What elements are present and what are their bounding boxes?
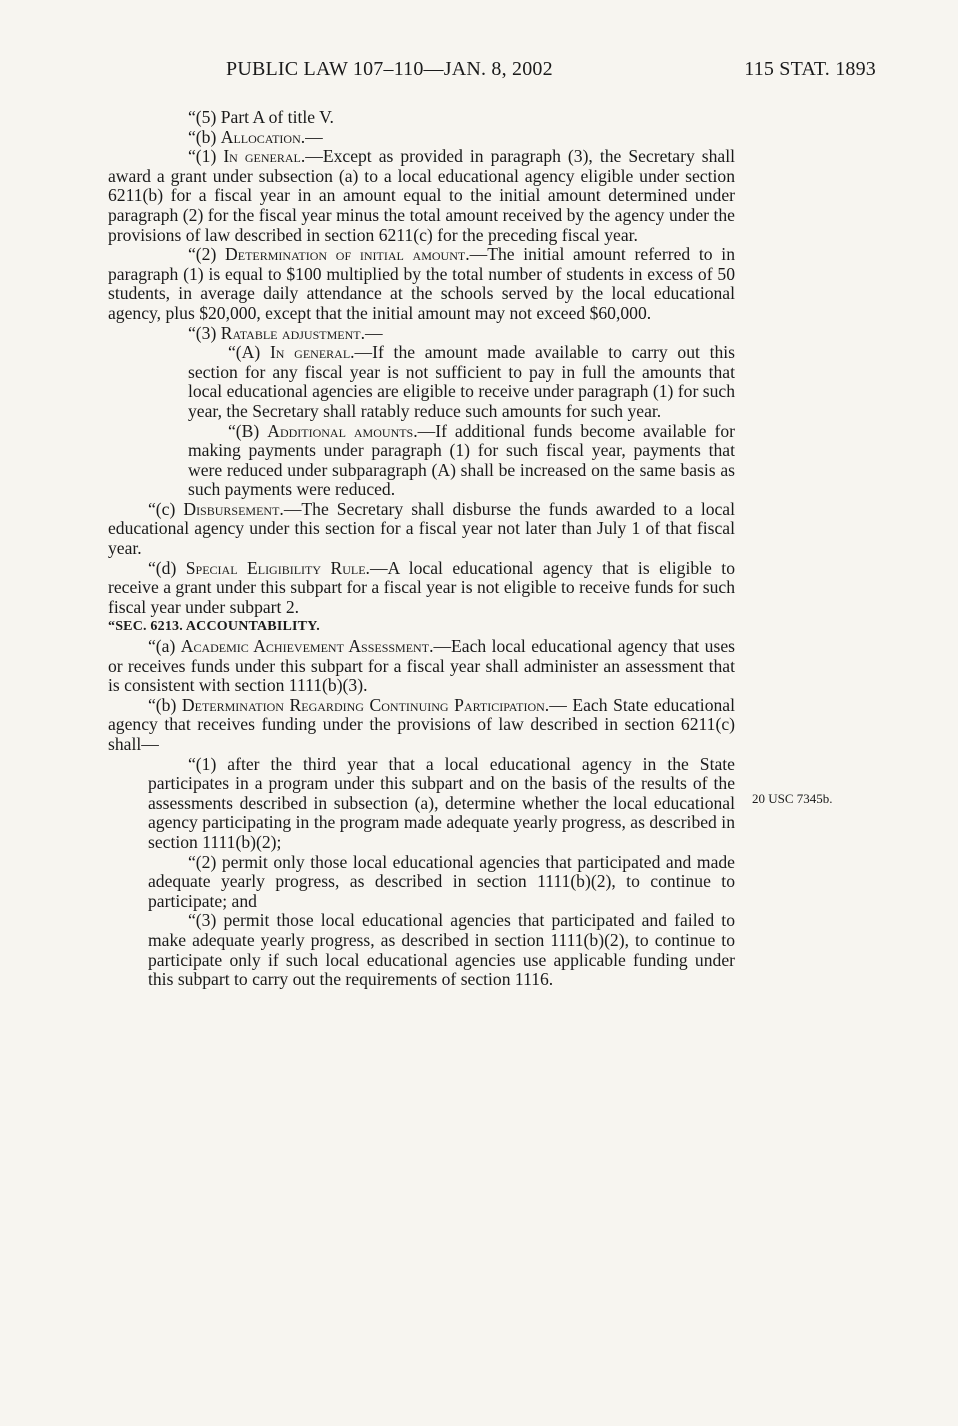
header-page-number: 115 STAT. 1893 (744, 58, 876, 80)
subsection-d: “(d) Special Eligibility Rule.—A local educational agency that is eligible to receive a grant under this subpart for a fiscal year is not eligible to receive funds for such fiscal year under subpart 2. (108, 557, 735, 617)
section-heading: “SEC. 6213. ACCOUNTABILITY. (108, 619, 320, 635)
paragraph-3-heading: “(3) Ratable adjustment.— (188, 322, 383, 343)
subparagraph-b: “(B) Additional amounts.—If additional funds become available for making payments under paragraph (1) for such fiscal year, payments that were reduced under subparagraph (A) shall be increased on the same basis as such payments were reduced. (188, 420, 735, 500)
item-5: “(5) Part A of title V. (188, 107, 334, 127)
subsection-a-assessment: “(a) Academic Achievement Assessment.—Each local educational agency that uses or receives funds under this subpart for a fiscal year shall administer an assessment that is consistent with section 1111(b)(3). (108, 636, 735, 696)
document-body (108, 108, 735, 990)
header-citation: PUBLIC LAW 107–110—JAN. 8, 2002 (226, 58, 553, 80)
paragraph-2: “(2) Determination of initial amount.—The initial amount referred to in paragraph (1) is equal to $100 multiplied by the total number of students in excess of 50 students, in average daily attendance at the schools served by the local educational agency, plus $20,000, except that the initial amount may not exceed $60,000. (108, 244, 735, 323)
subsection-c: “(c) Disbursement.—The Secretary shall disburse the funds awarded to a local educational agency under this section for a fiscal year not later than July 1 of that fiscal year. (108, 498, 736, 559)
clause-2: “(2) permit only those local educational agencies that participated and made adequate yearly progress, as described in section 1111(b)(2), to continue to participate; and (148, 851, 735, 911)
clause-3: “(3) permit those local educational agencies that participated and failed to make adequate yearly progress, as described in section 1111(b)(2), to continue to participate only if such local educational agencies use applicable funding under this subpart to carry out the requirements of section 1116. (148, 910, 735, 990)
paragraph-1: “(1) In general.—Except as provided in paragraph (3), the Secretary shall award a grant under subsection (a) to a local educational agency eligible under section 6211(b) for a fiscal year in an amount equal to the initial amount determined under paragraph (2) for the fiscal year minus the total amount received by the agency under the provisions of law described in section 6211(c) for the preceding fiscal year. (108, 146, 735, 245)
margin-citation: 20 USC 7345b. (752, 791, 833, 806)
subparagraph-a: “(A) In general.—If the amount made available to carry out this section for any fiscal year is not sufficient to pay in full the amounts that local educational agencies are eligible to receive under paragraph (1) for such year, the Secretary shall ratably reduce such amounts for such year. (188, 342, 735, 421)
subsection-b-participation: “(b) Determination Regarding Continuing Participation.— Each State educational agency that receives funding under the provisions of law described in section 6211(c) shall— (108, 694, 735, 754)
clause-1: “(1) after the third year that a local educational agency in the State participates in a program under this subpart and on the basis of the results of the assessments described in subsection (a), determine whether the local educational agency participating in the program made adequate yearly progress, as described in section 1111(b)(2); (148, 753, 735, 852)
subsection-b-heading: “(b) Allocation.— (188, 126, 323, 147)
